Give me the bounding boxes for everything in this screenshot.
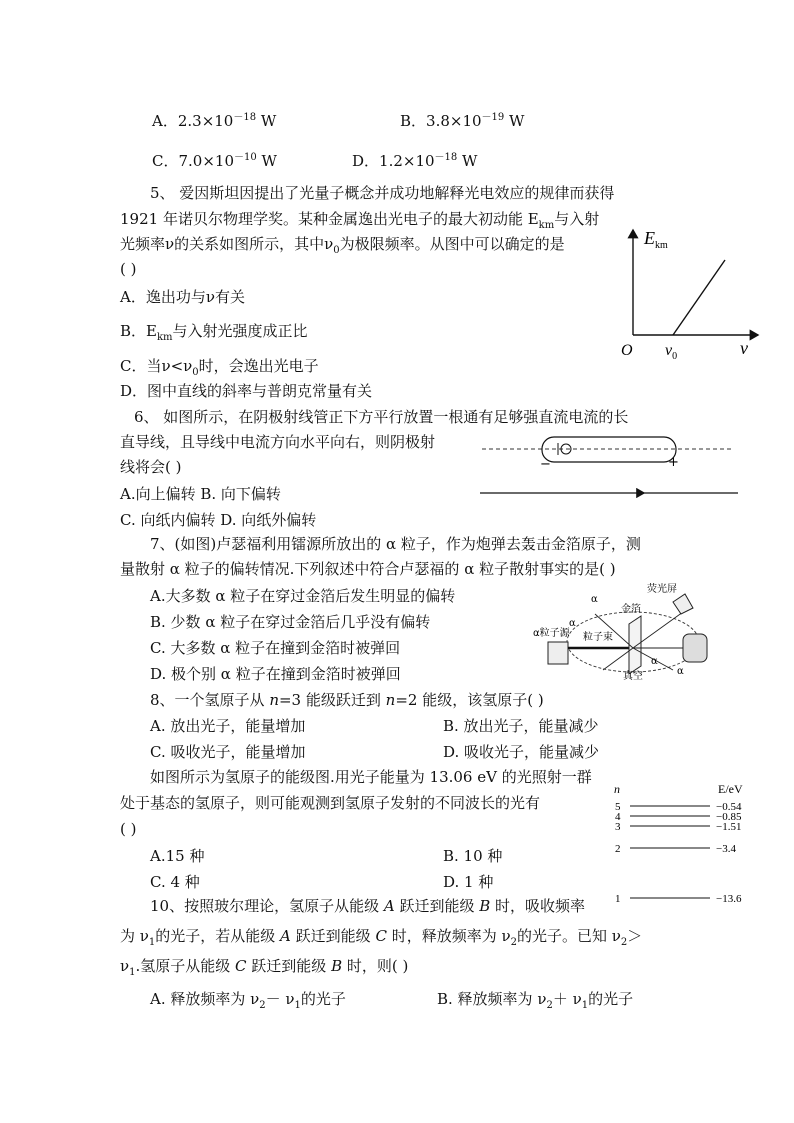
q9-level-n-4: 4 — [615, 811, 621, 823]
q9-answer-blank: ( ) — [120, 820, 137, 838]
q9-stem-line1: 如图所示为氢原子的能级图.用光子能量为 13.06 eV 的光照射一群 — [150, 768, 592, 786]
q5-option-c: C．当$\nu<\nu_0$时，会逸出光电子 — [120, 357, 319, 378]
q7-option-d: D. 极个别 α 粒子在撞到金箔时被弹回 — [150, 665, 401, 683]
q5-option-a: A．逸出功与ν有关 — [120, 288, 245, 306]
q7-option-b: B. 少数 α 粒子在穿过金箔后几乎没有偏转 — [150, 613, 431, 631]
q5-graph-origin: O — [621, 342, 633, 359]
q9-level-e-4: −0.85 — [716, 811, 742, 823]
q7-scattering-figure — [533, 582, 713, 682]
q7-label-alpha-2: α — [569, 618, 576, 629]
q10-option-a: A. 释放频率为 $\nu_2- \nu_1$的光子 — [150, 990, 346, 1011]
q4-option-a: A．$2.3\times 10^{-18}$ W — [152, 112, 277, 130]
q7-screen — [673, 594, 693, 614]
q10-stem-line3: $\nu_1$.氢原子从能级 C 跃迁到能级 B 时，则( ) — [120, 957, 409, 978]
q9-level-e-2: −3.4 — [716, 843, 736, 855]
q9-level-n-2: 2 — [615, 843, 621, 855]
q8-option-a: A. 放出光子，能量增加 — [150, 717, 306, 735]
q7-label-foil: 金箔 — [621, 604, 641, 615]
q6-plus-sign: + — [668, 455, 679, 470]
q6-options-ab: A.向上偏转 B. 向下偏转 — [120, 485, 281, 503]
q4-option-b: B．$3.8\times 10^{-19}$ W — [400, 112, 525, 130]
q6-crt-figure — [478, 428, 740, 500]
q9-option-c: C. 4 种 — [150, 873, 200, 891]
q5-stem-line3: 光频率ν的关系如图所示，其中$\nu_0$为极限频率。从图中可以确定的是 — [120, 235, 565, 256]
q5-option-b: B．$E_{km}$与入射光强度成正比 — [120, 322, 308, 343]
q5-option-d: D．图中直线的斜率与普朗克常量有关 — [120, 382, 373, 400]
q5-graph-line — [673, 260, 725, 335]
q9-level-e-1: −13.6 — [716, 893, 742, 905]
q8-option-c: C. 吸收光子，能量增加 — [150, 743, 306, 761]
q9-option-b: B. 10 种 — [443, 847, 503, 865]
q6-stem-line2: 直导线，且导线中电流方向水平向右，则阴极射 — [120, 433, 436, 451]
q7-stem-line1: 7、(如图)卢瑟福利用镭源所放出的 α 粒子，作为炮弹去轰击金箔原子，测 — [150, 535, 641, 553]
q9-level-n-5: 5 — [615, 801, 621, 813]
q5-stem-line2: 1921 年诺贝尔物理学奖。某种金属逸出光电子的最大初动能 $E_{km}$与入射 — [120, 210, 600, 231]
q9-level-n-3: 3 — [615, 821, 621, 833]
q9-option-d: D. 1 种 — [443, 873, 494, 891]
q7-microscope — [683, 634, 707, 662]
q10-option-b: B. 释放频率为 $\nu_2+ \nu_1$的光子 — [437, 990, 634, 1011]
q7-stem-line2: 量散射 α 粒子的偏转情况.下列叙述中符合卢瑟福的 α 粒子散射事实的是( ) — [120, 560, 616, 578]
q9-diagram-n-header: n — [614, 782, 620, 796]
q5-graph-y-label: $E_{km}$ — [644, 228, 668, 251]
q7-label-beam: 粒子束 — [583, 632, 613, 643]
q7-label-alpha-3: α — [651, 656, 658, 667]
q9-stem-line2: 处于基态的氢原子，则可能观测到氢原子发射的不同波长的光有 — [120, 794, 541, 812]
q8-option-d: D. 吸收光子，能量减少 — [443, 743, 600, 761]
q9-level-e-5: −0.54 — [716, 801, 742, 813]
q7-source-box — [548, 642, 568, 664]
q10-stem-line2: 为 $\nu_1$的光子，若从能级 A 跃迁到能级 C 时，释放频率为 $\nu_2$的光子。已知 $\nu_2>$ — [120, 927, 643, 948]
q5-answer-blank: ( ) — [120, 260, 137, 278]
q9-levels — [615, 801, 742, 905]
q7-label-source: α粒子源 — [533, 628, 570, 639]
q5-ekm-graph — [615, 222, 765, 362]
q7-label-vacuum: 真空 — [623, 671, 643, 682]
q4-option-c: C．$7.0\times 10^{-10}$ W — [152, 152, 277, 170]
q7-option-c: C. 大多数 α 粒子在撞到金箔时被弹回 — [150, 639, 401, 657]
q5-graph-x-label: ν — [740, 338, 748, 358]
q9-energy-level-diagram — [608, 780, 768, 908]
q8-stem: 8、一个氢原子从 n=3 能级跃迁到 n=2 能级，该氢原子( ) — [150, 691, 544, 709]
q7-option-a: A.大多数 α 粒子在穿过金箔后发生明显的偏转 — [150, 587, 456, 605]
q9-diagram-e-header: E/eV — [718, 782, 743, 796]
q9-level-e-3: −1.51 — [716, 821, 742, 833]
q7-label-alpha-1: α — [591, 594, 598, 605]
q9-option-a: A.15 种 — [150, 847, 205, 865]
q5-graph-nu0: $\nu_0$ — [665, 342, 678, 362]
q10-stem-line1: 10、按照玻尔理论，氢原子从能级 A 跃迁到能级 B 时，吸收频率 — [150, 897, 586, 915]
q6-minus-sign: − — [540, 457, 551, 472]
q8-option-b: B. 放出光子，能量减少 — [443, 717, 599, 735]
q7-gold-foil — [629, 616, 641, 674]
q7-label-alpha-4: α — [677, 666, 684, 677]
q4-option-d: D．$1.2\times 10^{-18}$ W — [352, 152, 478, 170]
q6-stem-line1: 6、 如图所示，在阴极射线管正下方平行放置一根通有足够强直流电流的长 — [134, 408, 629, 426]
q7-label-screen: 荧光屏 — [647, 584, 677, 595]
q6-stem-line3: 线将会( ) — [120, 458, 182, 476]
q6-options-cd: C. 向纸内偏转 D. 向纸外偏转 — [120, 511, 317, 529]
q9-level-n-1: 1 — [615, 893, 621, 905]
q5-stem-line1: 5、 爱因斯坦因提出了光量子概念并成功地解释光电效应的规律而获得 — [150, 184, 615, 202]
